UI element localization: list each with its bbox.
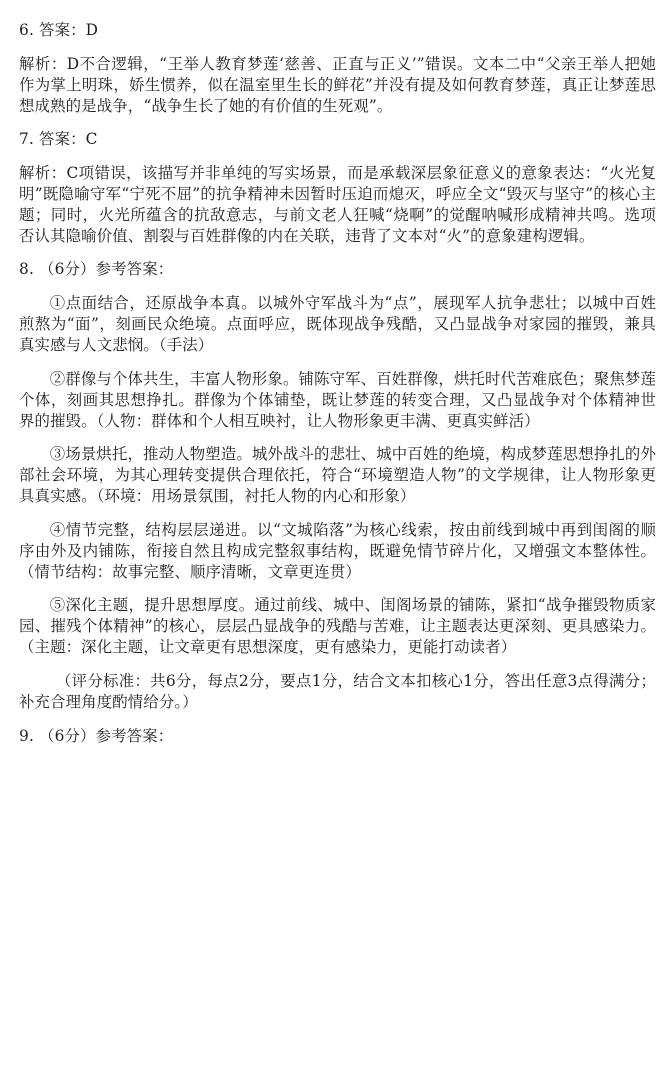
question-8-point-5: ⑤深化主题，提升思想厚度。通过前线、城中、闺阁场景的铺陈，紧扣“战争摧毁物质家园、摧残个体精神”的核心，层层凸显战争的残酷与苦难，让主题表达更深刻、更具感染力。（主题：深化主题，让文章更有思想深度，更有感染力，更能打动读者） [19,596,656,657]
question-8-point-2: ②群像与个体共生，丰富人物形象。铺陈守军、百姓群像，烘托时代苦难底色；聚焦梦莲个体，刻画其思想挣扎。群像为个体铺垫，既让梦莲的转变合理，又凸显战争对个体精神世界的摧毁。（人物：群体和个人相互映衬，让人物形象更丰满、更真实鲜活） [19,369,656,430]
question-8-point-1: ①点面结合，还原战争本真。以城外守军战斗为“点”，展现军人抗争悲壮；以城中百姓煎熬为“面”，刻画民众绝境。点面呼应，既体现战争残酷，又凸显战争对家园的摧毁，兼具真实感与人文悲悯。（手法） [19,293,656,354]
question-9-heading: 9. （6分）参考答案： [19,726,174,745]
question-7-section [19,129,656,247]
question-8-section [19,259,656,713]
question-6-answer: 6. 答案：D [19,21,99,39]
question-7-answer: 7. 答案：C [19,130,98,149]
question-8-point-3: ③场景烘托，推动人物塑造。城外战斗的悲壮、城中百姓的绝境，构成梦莲思想挣扎的外部社会环境，为其心理转变提供合理依托，符合“环境塑造人物”的文学规律，让人物形象更具真实感。（环境：用场景氛围，衬托人物的内心和形象） [19,445,656,506]
question-9-section [19,726,656,747]
question-7-analysis: 解析：C项错误，该描写并非单纯的写实场景，而是承载深层象征意义的意象表达：“火光复明”既隐喻守军“宁死不屈”的抗争精神未因暂时压迫而熄灭，呼应全文“毁灭与坚守”的核心主题；同时，火光所蕴含的抗敌意志，与前文老人狂喊“烧啊”的觉醒呐喊形成精神共鸣。选项否认其隐喻价值、割裂与百姓群像的内在关联，违背了文本对“火”的意象建构逻辑。 [19,163,656,245]
question-8-point-4: ④情节完整，结构层层递进。以“文城陷落”为核心线索，按由前线到城中再到闺阁的顺序由外及内铺陈，衔接自然且构成完整叙事结构，既避免情节碎片化，又增强文本整体性。（情节结构：故事完整、顺序清晰，文章更连贯） [19,520,656,581]
question-6-analysis: 解析：D不合逻辑，“王举人教育梦莲‘慈善、正直与正义’”错误。文本二中“父亲王举人把她作为掌上明珠，娇生惯养，似在温室里生长的鲜花”并没有提及如何教育梦莲，真正让梦莲思想成熟的是战争，“战争生长了她的有价值的生死观”。 [19,54,656,115]
question-8-heading: 8. （6分）参考答案： [19,260,174,279]
question-8-scoring-criteria: （评分标准：共6分，每点2分，要点1分，结合文本扣核心1分，答出任意3点得满分；补充合理角度酌情给分。） [19,671,656,711]
question-6-section [19,20,656,117]
